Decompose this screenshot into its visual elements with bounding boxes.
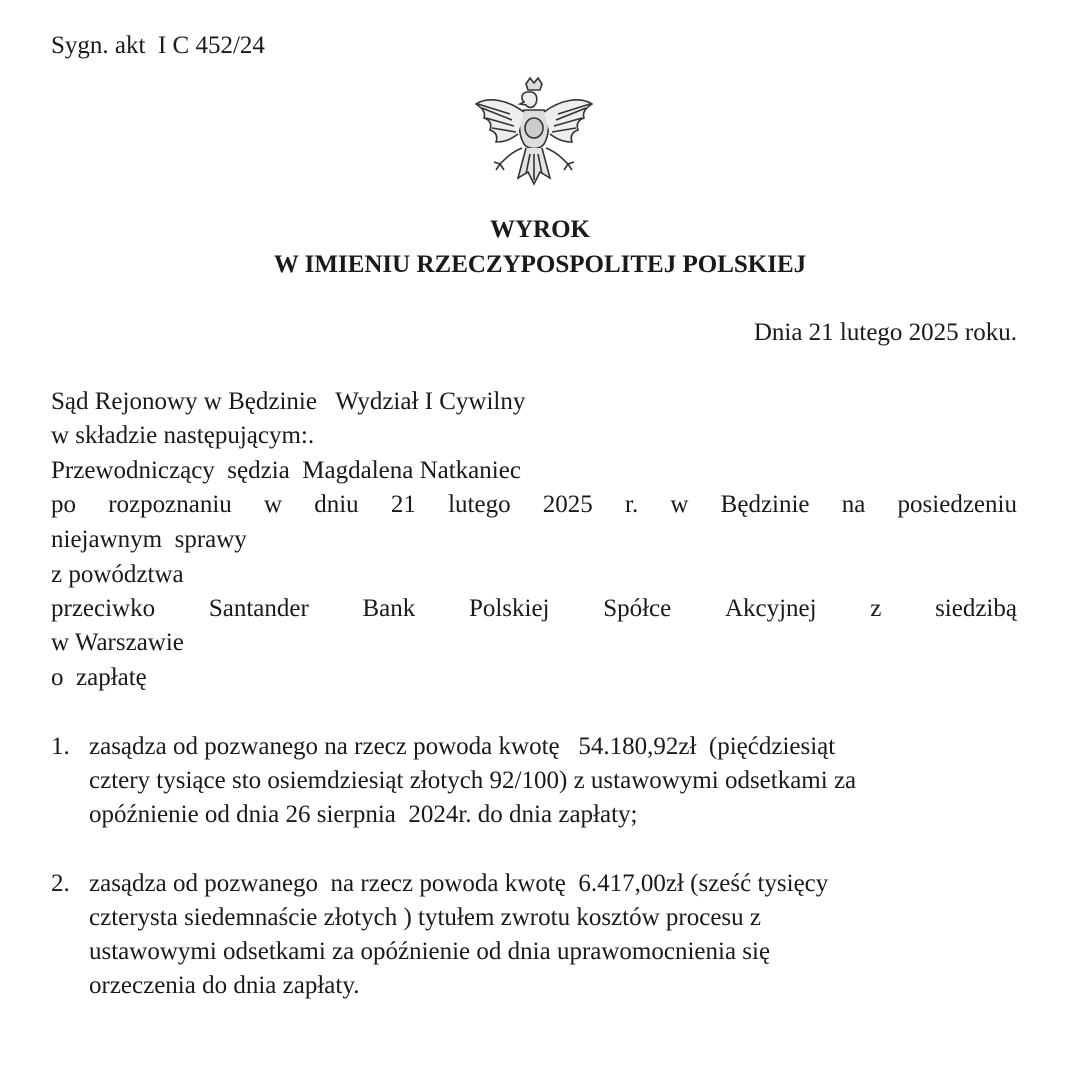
presiding-judge: Przewodniczący sędzia Magdalena Natkaniec xyxy=(51,457,521,484)
ruling-1-line: opóźnienie od dnia 26 sierpnia 2024r. do dnia zapłaty; xyxy=(89,801,638,828)
ruling-1-line: cztery tysiące sto osiemdziesiąt złotych 92/100) z ustawowymi odsetkami za xyxy=(89,767,857,794)
ruling-1-line: zasądza od pozwanego na rzecz powoda kwotę 54.180,92zł (pięćdziesiąt xyxy=(89,733,836,760)
polish-eagle-emblem-icon xyxy=(468,70,600,200)
plaintiff-label: z powództwa xyxy=(51,561,184,588)
defendant-seat: w Warszawie xyxy=(51,629,184,656)
ruling-2-line: orzeczenia do dnia zapłaty. xyxy=(89,972,360,999)
ruling-2-line: zasądza od pozwanego na rzecz powoda kwotę 6.417,00zł (sześć tysięcy xyxy=(89,870,829,897)
case-subject: o zapłatę xyxy=(51,664,147,691)
case-signature: Sygn. akt I C 452/24 xyxy=(51,32,265,59)
hearing-type: niejawnym sprawy xyxy=(51,526,247,553)
court-composition: w składzie następującym:. xyxy=(51,422,315,449)
ruling-2-line: ustawowymi odsetkami za opóźnienie od dnia uprawomocnienia się xyxy=(89,938,771,965)
hearing-details: po rozpoznaniu w dniu 21 lutego 2025 r. w Będzinie na posiedzeniu xyxy=(51,491,1017,518)
defendant-line: przeciwko Santander Bank Polskiej Spółce Akcyjnej z siedzibą xyxy=(51,595,1017,622)
ruling-2-number: 2. xyxy=(51,870,70,897)
judgment-date: Dnia 21 lutego 2025 roku. xyxy=(753,319,1017,346)
court-name: Sąd Rejonowy w Będzinie Wydział I Cywilny xyxy=(51,388,526,415)
document-subtitle: W IMIENIU RZECZYPOSPOLITEJ POLSKIEJ xyxy=(273,251,807,278)
document-title: WYROK xyxy=(490,216,590,243)
ruling-2-line: czterysta siedemnaście złotych ) tytułem zwrotu kosztów procesu z xyxy=(89,904,761,931)
ruling-1-number: 1. xyxy=(51,733,70,760)
